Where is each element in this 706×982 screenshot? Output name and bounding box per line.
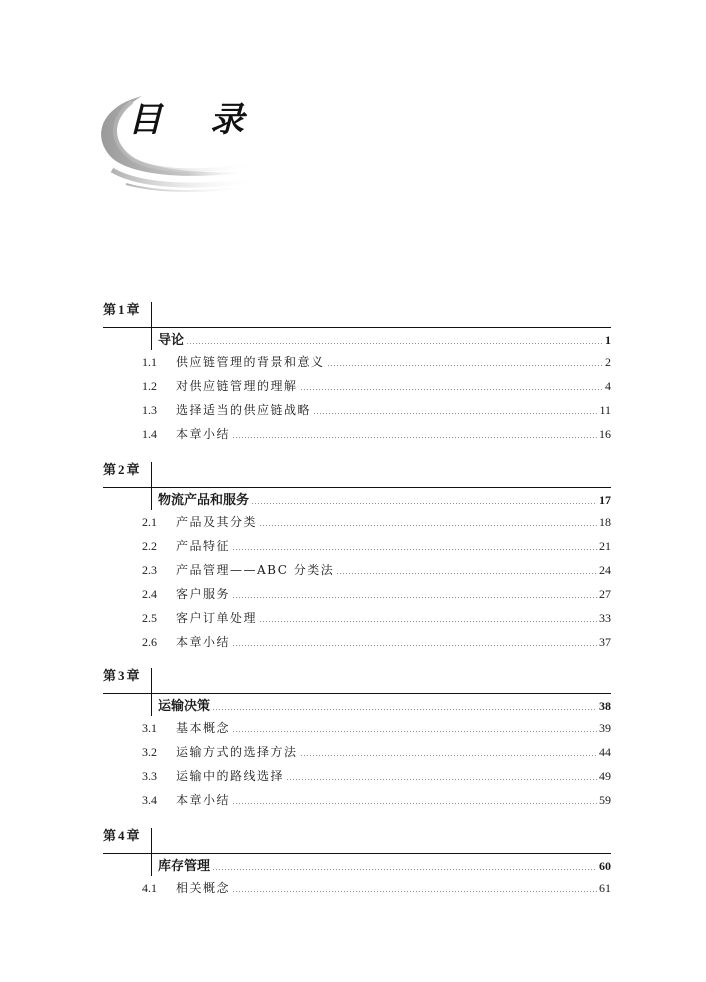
chapter-horizontal-rule [103,693,611,694]
page-number: 24 [599,563,611,577]
chapter-horizontal-rule [103,853,611,854]
section-number: 2.2 [142,539,157,553]
section-entry[interactable] [142,768,611,784]
chapter-num: 2 [118,462,125,477]
section-number: 1.3 [142,403,157,417]
dot-leader [286,779,597,780]
section-title: 产品特征 [176,539,231,553]
page-number: 16 [599,427,611,441]
chapter-num: 4 [118,828,125,843]
section-entry[interactable] [142,880,611,896]
dot-leader [232,803,597,804]
dot-leader [212,869,597,870]
chapter-number [103,828,140,845]
chapter-title-entry[interactable] [158,858,611,875]
page-number: 44 [599,745,611,759]
dot-leader [232,597,597,598]
dot-leader [300,389,603,390]
section-entry[interactable] [142,378,611,394]
section-title: 本章小结 [176,635,231,649]
section-title: 产品管理——ABC 分类法 [176,563,335,577]
page-number: 60 [599,859,611,873]
chapter-title: 库存管理 [158,859,211,874]
chapter-prefix: 第 [103,669,117,684]
section-title: 客户服务 [176,587,231,601]
section-number: 3.2 [142,745,157,759]
chapter-title-entry[interactable] [158,332,611,349]
section-entry[interactable] [142,514,611,530]
dot-leader [300,755,597,756]
chapter-prefix: 第 [103,829,117,844]
section-number: 2.6 [142,635,157,649]
dot-leader [259,525,597,526]
chapter-suffix: 章 [126,669,140,684]
chapter-vertical-rule [151,302,152,350]
dot-leader [313,413,597,414]
section-title: 供应链管理的背景和意义 [176,355,325,369]
chapter-title: 导论 [158,333,185,348]
page-number: 39 [599,721,611,735]
page-number: 27 [599,587,611,601]
page-number: 33 [599,611,611,625]
page-number: 4 [605,379,611,393]
section-title: 本章小结 [176,427,231,441]
chapter-block [103,668,611,816]
chapter-number [103,668,140,685]
section-number: 2.3 [142,563,157,577]
page-number: 61 [599,881,611,895]
page-number: 11 [599,403,611,417]
chapter-suffix: 章 [126,463,140,478]
chapter-prefix: 第 [103,463,117,478]
chapter-title-entry[interactable] [158,492,611,509]
page-number: 1 [605,333,611,347]
section-entry[interactable] [142,426,611,442]
dot-leader [232,645,597,646]
section-entry[interactable] [142,354,611,370]
section-entry[interactable] [142,402,611,418]
page-number: 17 [599,493,611,507]
page-number: 21 [599,539,611,553]
chapter-title-entry[interactable] [158,698,611,715]
chapter-number [103,302,140,319]
page-number: 49 [599,769,611,783]
chapter-vertical-rule [151,828,152,876]
dot-leader [327,365,603,366]
dot-leader [232,731,597,732]
chapter-block [103,462,611,658]
section-entry[interactable] [142,744,611,760]
chapter-prefix: 第 [103,303,117,318]
section-entry[interactable] [142,792,611,808]
section-entry[interactable] [142,720,611,736]
chapter-horizontal-rule [103,487,611,488]
dot-leader [251,503,597,504]
chapter-suffix: 章 [126,829,140,844]
page-number: 37 [599,635,611,649]
dot-leader [232,891,597,892]
section-number: 3.1 [142,721,157,735]
section-number: 2.4 [142,587,157,601]
dot-leader [259,621,597,622]
section-title: 基本概念 [176,721,231,735]
section-title: 对供应链管理的理解 [176,379,298,393]
section-title: 运输中的路线选择 [176,769,285,783]
chapter-number [103,462,140,479]
chapter-vertical-rule [151,668,152,716]
chapter-num: 3 [118,668,125,683]
chapter-vertical-rule [151,462,152,510]
section-title: 本章小结 [176,793,231,807]
chapter-title: 运输决策 [158,699,211,714]
page-number: 59 [599,793,611,807]
section-number: 2.1 [142,515,157,529]
section-entry[interactable] [142,634,611,650]
section-entry[interactable] [142,610,611,626]
dot-leader [232,437,597,438]
page-title-char-2: 录 [210,100,244,140]
page-title-char-1: 目 [128,100,162,140]
section-number: 4.1 [142,881,157,895]
section-title: 客户订单处理 [176,611,258,625]
section-entry[interactable] [142,586,611,602]
section-number: 3.4 [142,793,157,807]
section-number: 1.4 [142,427,157,441]
section-entry[interactable] [142,538,611,554]
section-number: 3.3 [142,769,157,783]
chapter-title: 物流产品和服务 [158,493,250,508]
dot-leader [212,709,597,710]
dot-leader [232,549,597,550]
chapter-block [103,828,611,904]
section-number: 1.2 [142,379,157,393]
page-number: 18 [599,515,611,529]
section-number: 2.5 [142,611,157,625]
page-number: 2 [605,355,611,369]
chapter-block [103,302,611,450]
section-title: 相关概念 [176,881,231,895]
chapter-horizontal-rule [103,327,611,328]
section-title: 选择适当的供应链战略 [176,403,312,417]
section-title: 产品及其分类 [176,515,258,529]
chapter-num: 1 [118,302,125,317]
section-entry[interactable] [142,562,611,578]
section-number: 1.1 [142,355,157,369]
dot-leader [186,343,603,344]
page-number: 38 [599,699,611,713]
dot-leader [336,573,597,574]
section-title: 运输方式的选择方法 [176,745,298,759]
chapter-suffix: 章 [126,303,140,318]
